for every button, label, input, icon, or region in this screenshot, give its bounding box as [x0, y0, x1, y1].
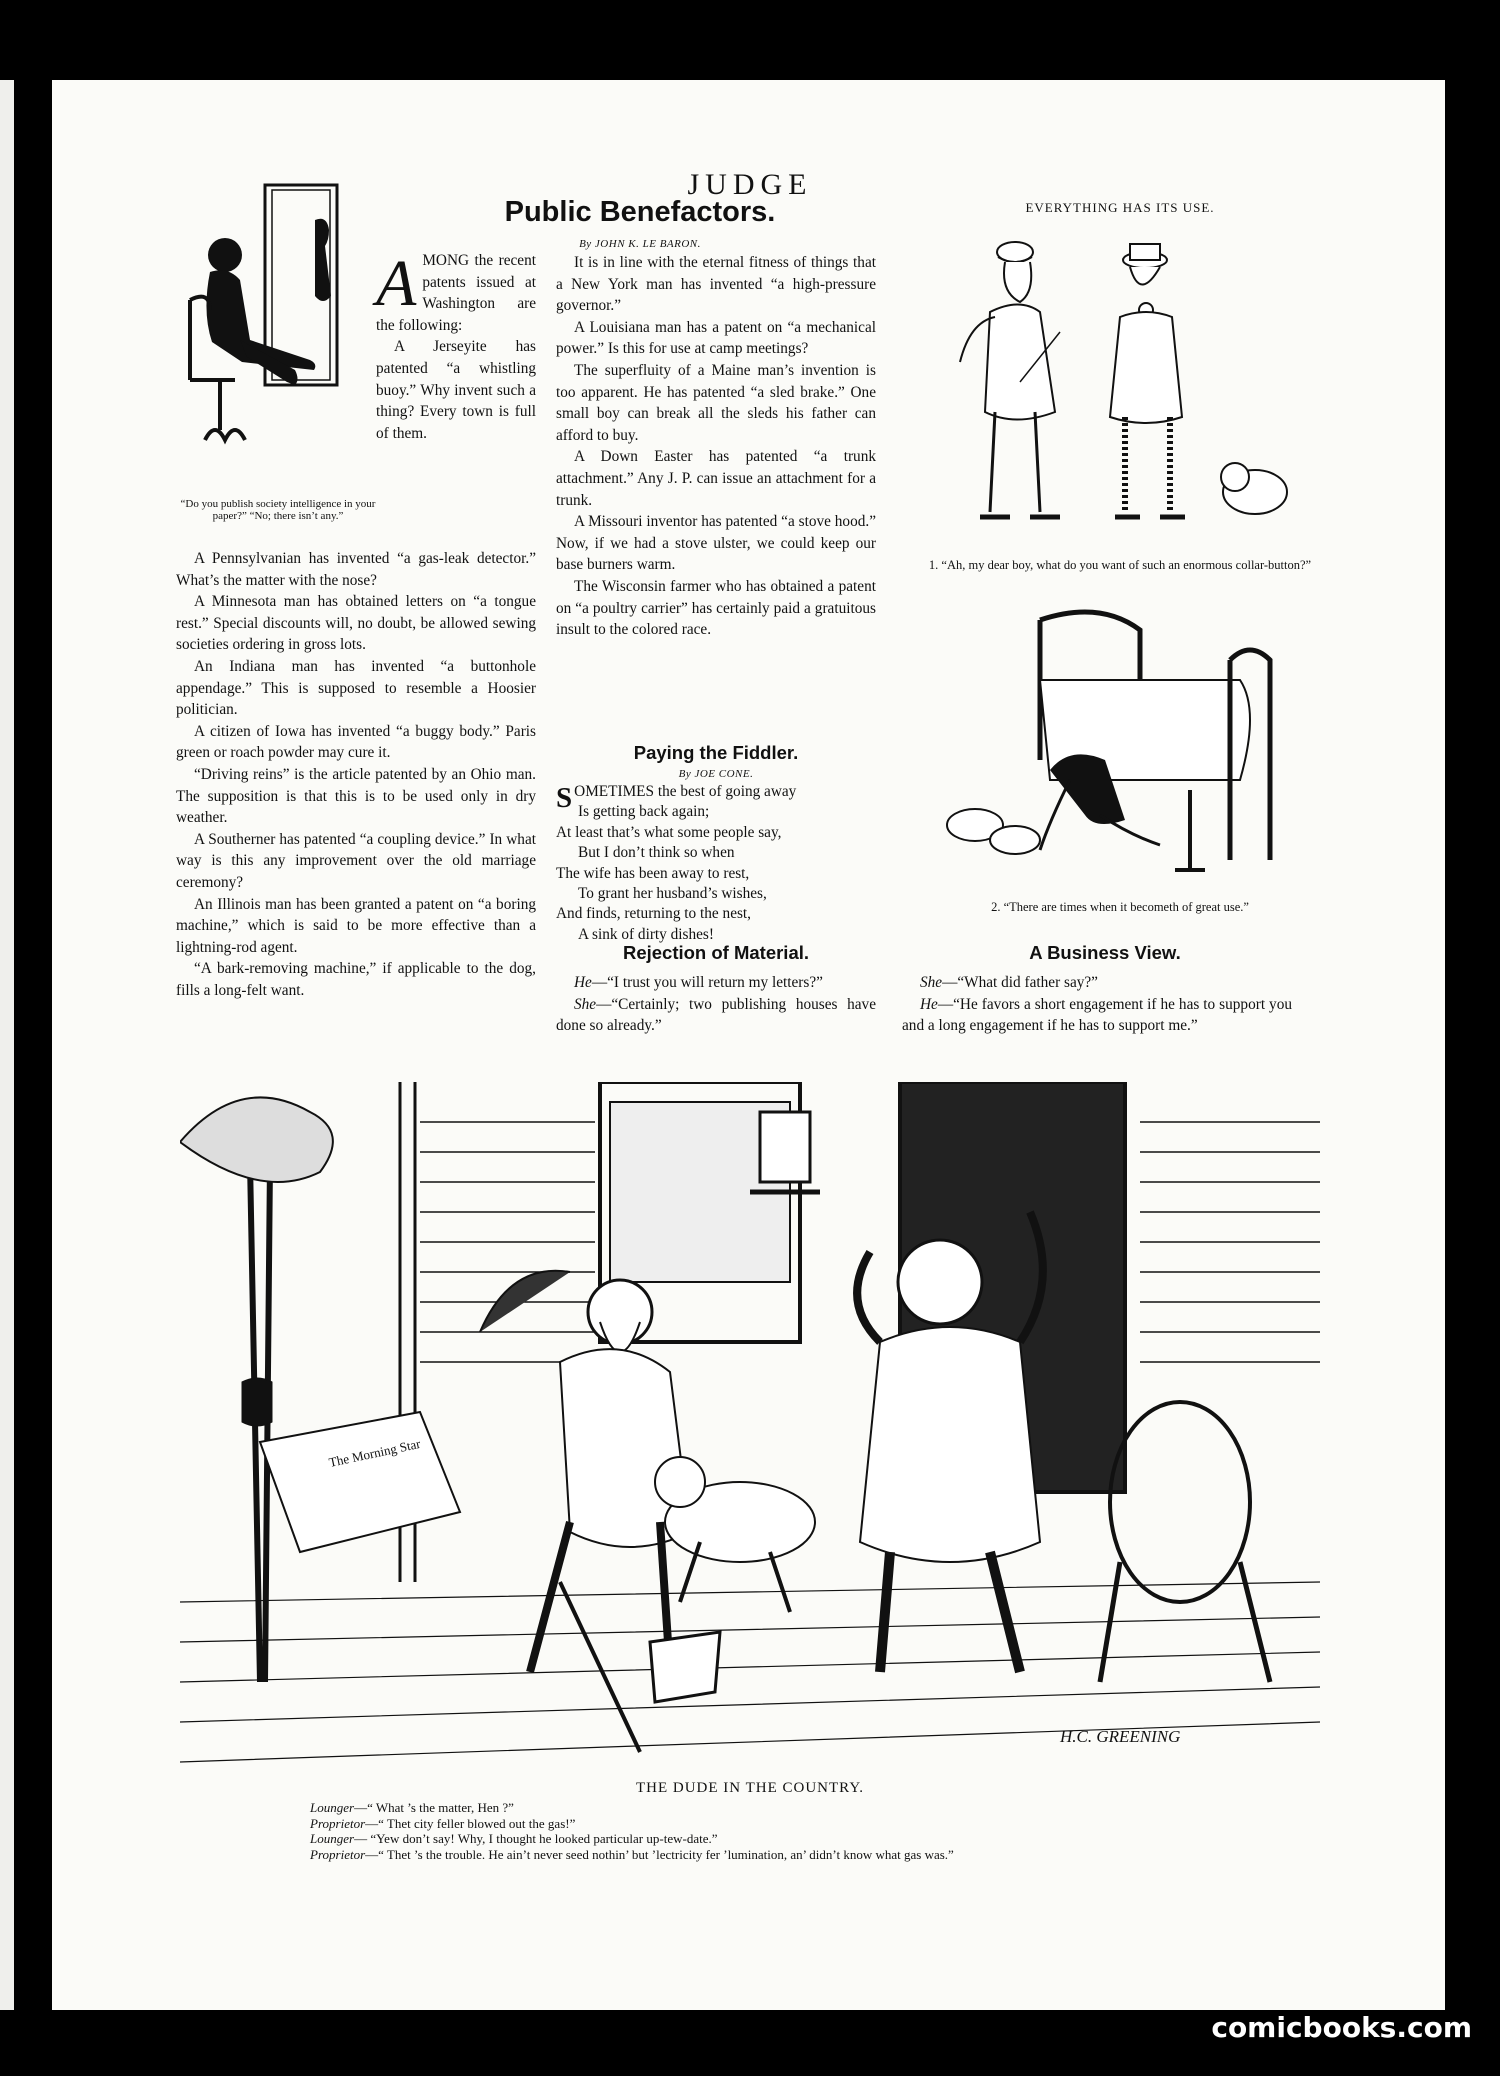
rejection-he-label: He [574, 974, 592, 991]
paragraph-pennsylvanian: A Pennsylvanian has invented “a gas-leak detector.” What’s the matter with the nose? [176, 550, 536, 589]
business-she-label: She [920, 974, 943, 991]
poem-line-3: At least that’s what some people say, [556, 823, 782, 841]
article-byline: By JOHN K. LE BARON. [579, 238, 701, 250]
rejection-she-text: —“Certainly; two publishing houses have done so already.” [556, 995, 876, 1035]
big-cartoon-title: THE DUDE IN THE COUNTRY. [635, 1780, 865, 1796]
masthead: JUDGE [687, 168, 813, 201]
paragraph-illinois: An Illinois man has been granted a patent on “a boring machine,” which is said to be more effective than a lightning-rod agent. [176, 895, 536, 956]
paragraph-iowa: A citizen of Iowa has invented “a buggy body.” Paris green or roach powder may cure it. [176, 722, 536, 762]
paragraph-missouri: A Missouri inventor has patented “a stove hood.” Now, if we had a stove ulster, we could keep our base burners warm. [556, 513, 876, 574]
site-watermark: comicbooks.com [1211, 2011, 1472, 2044]
business-he-text: —“He favors a short engagement if he has to support you and a long engagement if he has to support me.” [902, 995, 1292, 1035]
paragraph-ohio: “Driving reins” is the article patented by an Ohio man. The supposition is that this is to be used only in dry weather. [176, 765, 536, 827]
poem-line-2: Is getting back again; [578, 803, 710, 821]
dialog-line: —“ Thet ’s the trouble. He ain’t never seed nothin’ but ’lectricity fer ’lumination, an’ didn’t know what gas was.” [365, 1846, 954, 1862]
paragraph-down-easter: A Down Easter has patented “a trunk attachment.” Any J. P. can issue an attachment for a trunk. [556, 448, 876, 509]
paragraph-southerner: A Southerner has patented “a coupling device.” In what way is this any improvement over the old marriage ceremony? [176, 830, 536, 891]
poem-body [556, 782, 886, 945]
article-column-2 [556, 252, 876, 641]
cartoon-caption-2: 2. “There are times when it becometh of great use.” [991, 900, 1249, 914]
big-cartoon-illustration [180, 1082, 1320, 1772]
poem-line-1: OMETIMES the best of going away [574, 783, 797, 800]
paragraph-maine: The superfluity of a Maine man’s invention is too apparent. He has patented “a sled brake.” One small boy can break all the sleds his father can afford to buy. [556, 361, 876, 444]
rejection-title: Rejection of Material. [622, 942, 810, 963]
dialog-line: — “Yew don’t say! Why, I thought he looked particular up-tew-date.” [354, 1831, 718, 1846]
poem-initial: S [556, 782, 573, 814]
paragraph-new-york: It is in line with the eternal fitness of things that a New York man has invented “a high-pressure governor.” [556, 254, 876, 315]
dialog-speaker: Proprietor [310, 1815, 366, 1831]
paragraph-minnesota: A Minnesota man has obtained letters on “a tongue rest.” Special discounts will, no doubt, be allowed sewing societies ordering in gross lots. [176, 593, 536, 654]
business-title: A Business View. [1029, 942, 1181, 963]
dialog-line: —“ Thet city feller blowed out the gas!” [365, 1815, 576, 1831]
cartoon-panel-1 [920, 222, 1320, 552]
poem-line-4: But I don’t think so when [578, 844, 735, 862]
poem-byline: By JOE CONE. [678, 768, 754, 780]
rejection-body [556, 972, 876, 1037]
paragraph-indiana: An Indiana man has invented “a buttonhole appendage.” This is supposed to resemble a Hoosier politician. [176, 657, 536, 719]
paragraph-bark: “A bark-removing machine,” if applicable to the dog, fills a long-felt want. [176, 960, 536, 999]
poem-line-7: And finds, returning to the nest, [556, 905, 752, 923]
paragraph-louisiana: A Louisiana man has a patent on “a mechanical power.” Is this for use at camp meetings? [556, 318, 876, 358]
paragraph-wisconsin: The Wisconsin farmer who has obtained a patent on “a poultry carrier” has certainly paid a gratuitous insult to the colored race. [556, 577, 876, 639]
business-he-label: He [920, 995, 938, 1013]
cartoon-right-title: EVERYTHING HAS ITS USE. [1025, 200, 1215, 215]
rejection-she-label: She [574, 995, 597, 1013]
dialog-speaker: Lounger [310, 1831, 355, 1846]
poem-line-6: To grant her husband’s wishes, [578, 885, 767, 903]
dialog-speaker: Lounger [310, 1800, 355, 1815]
poem-line-5: The wife has been away to rest, [556, 864, 750, 882]
article-lead [376, 247, 536, 444]
adjacent-page-edge [0, 80, 14, 2010]
business-she-text: —“What did father say?” [942, 974, 1098, 991]
paragraph-jerseyite: A Jerseyite has patented “a whistling buoy.” Why invent such a thing? Every town is full of them. [376, 338, 536, 442]
poem-line-8: A sink of dirty dishes! [578, 925, 714, 943]
artist-signature: H.C. GREENING [1060, 1727, 1181, 1746]
newspaper-label: The Morning Star [327, 1435, 422, 1470]
cartoon-caption-1: 1. “Ah, my dear boy, what do you want of such an enormous collar-button?” [928, 558, 1312, 572]
poem-title: Paying the Fiddler. [633, 742, 799, 763]
silhouette-caption: “Do you publish society intelligence in your paper?” “No; there isn’t any.” [180, 498, 376, 522]
lead-paragraph: MONG the recent patents issued at Washington are the following: [376, 252, 536, 334]
silhouette-illustration [180, 180, 380, 490]
article-column-1 [176, 548, 536, 1001]
business-body [902, 972, 1292, 1037]
drop-cap: A [376, 247, 417, 320]
article-title: Public Benefactors. [504, 196, 776, 228]
dialog-line: —“ What ’s the matter, Hen ?” [354, 1800, 514, 1815]
cartoon-panel-2 [920, 600, 1320, 895]
rejection-he-text: —“I trust you will return my letters?” [591, 974, 823, 991]
dialog-speaker: Proprietor [310, 1846, 366, 1862]
big-cartoon-dialog [310, 1800, 954, 1862]
